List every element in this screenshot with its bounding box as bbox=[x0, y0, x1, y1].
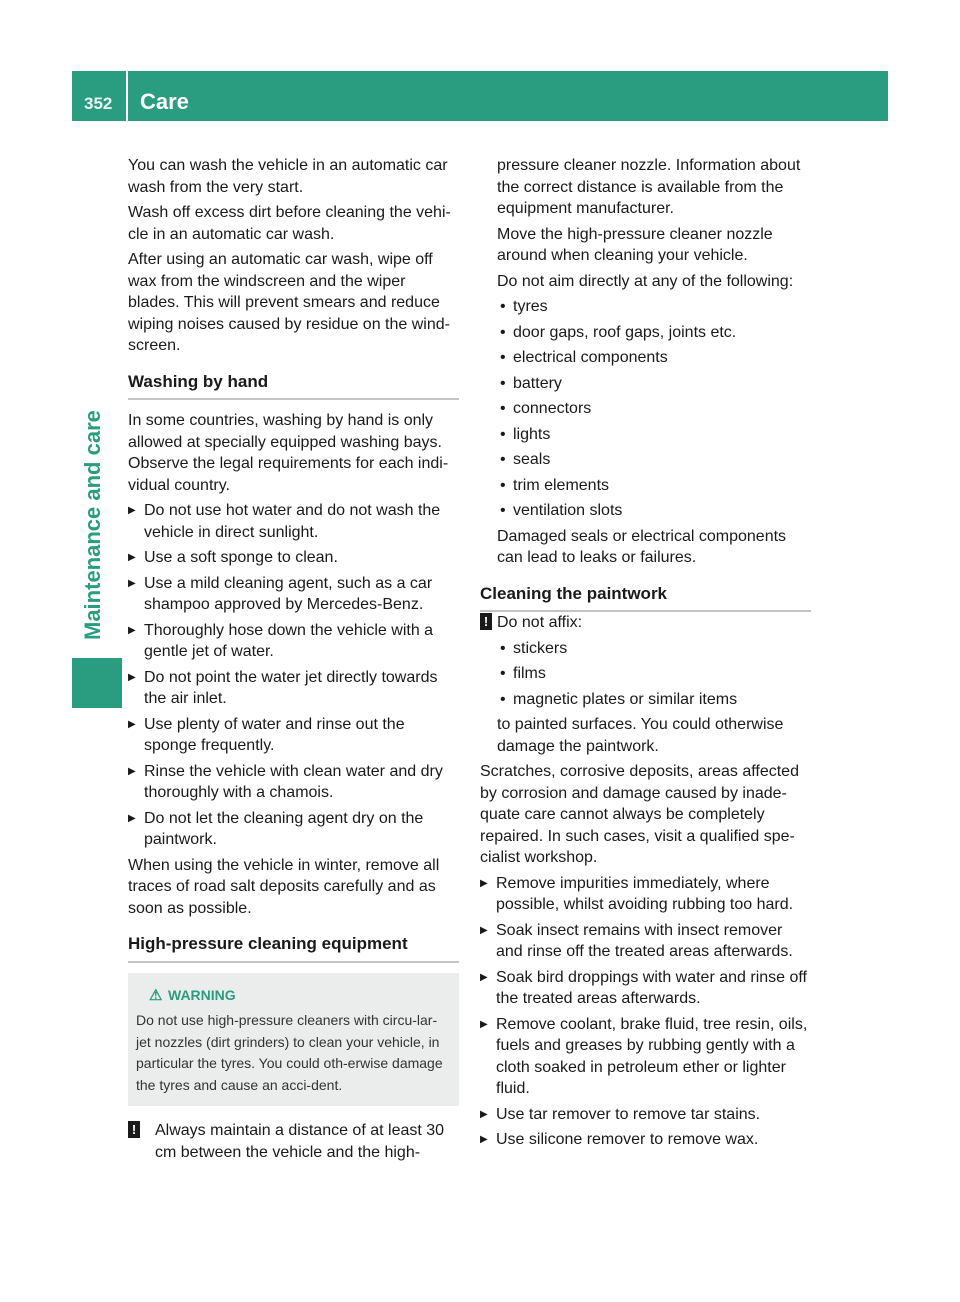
header-bar bbox=[72, 71, 888, 121]
header-divider bbox=[126, 71, 128, 121]
warning-title: WARNING bbox=[168, 986, 236, 1003]
instruction-step: ▶ Use plenty of water and rinse out the sponge frequently. bbox=[128, 714, 459, 757]
warning-header bbox=[136, 985, 451, 1007]
paragraph: Wash off excess dirt before cleaning the vehi-cle in an automatic car wash. bbox=[128, 204, 451, 243]
chapter-marker bbox=[72, 658, 122, 708]
instruction-step: ▶ Thoroughly hose down the vehicle with a gentle jet of water. bbox=[128, 620, 459, 663]
paragraph: Move the high-pressure cleaner nozzle around when cleaning your vehicle. bbox=[497, 225, 773, 264]
list-item: • door gaps, roof gaps, joints etc. bbox=[497, 322, 811, 344]
instruction-step: ▶ Use a mild cleaning agent, such as a car shampoo approved by Mercedes-Benz. bbox=[128, 573, 459, 616]
instruction-step: ▶ Soak bird droppings with water and rinse off the treated areas afterwards. bbox=[480, 967, 811, 1010]
list-item: • seals bbox=[497, 449, 811, 471]
list-item: • battery bbox=[497, 373, 811, 395]
heading-washing-by-hand: Washing by hand bbox=[128, 371, 459, 401]
left-column bbox=[128, 155, 459, 1167]
list-item: • connectors bbox=[497, 398, 811, 420]
warning-triangle-icon: ⚠ bbox=[149, 986, 163, 1004]
section-title: Care bbox=[140, 89, 189, 114]
chapter-label: Maintenance and care bbox=[80, 410, 105, 640]
paragraph: When using the vehicle in winter, remove all traces of road salt deposits carefully and as soon as possible. bbox=[128, 856, 440, 917]
instruction-step: ▶ Remove impurities immediately, where possible, whilst avoiding rubbing too hard. bbox=[480, 873, 811, 916]
paragraph: You can wash the vehicle in an automatic car wash from the very start. bbox=[128, 157, 448, 196]
right-column bbox=[480, 155, 811, 1155]
list-item: • films bbox=[497, 663, 811, 685]
paragraph: Scratches, corrosive deposits, areas affected by corrosion and damage caused by inade-quate care cannot always be completely repaired. In such cases, visit a qualified spe-cialist workshop. bbox=[480, 763, 799, 866]
instruction-step: ▶ Do not use hot water and do not wash the vehicle in direct sunlight. bbox=[128, 500, 459, 543]
warning-text: Do not use high-pressure cleaners with circu-lar-jet nozzles (dirt grinders) to clean your vehicle, in particular the tyres. You could oth-erwise damage the tyres and cause an acci-dent. bbox=[136, 1012, 443, 1093]
exclamation-icon: ! bbox=[128, 1121, 140, 1138]
instruction-step: ▶ Use silicone remover to remove wax. bbox=[480, 1129, 811, 1151]
instruction-step: ▶ Do not point the water jet directly towards the air inlet. bbox=[128, 667, 459, 710]
instruction-step: ▶ Soak insect remains with insect remover and rinse off the treated areas afterwards. bbox=[480, 920, 811, 963]
paragraph: Damaged seals or electrical components can lead to leaks or failures. bbox=[497, 527, 787, 566]
exclamation-icon: ! bbox=[480, 613, 492, 630]
list-item: • tyres bbox=[497, 296, 811, 318]
paragraph: to painted surfaces. You could otherwise damage the paintwork. bbox=[497, 716, 784, 755]
paragraph: Do not aim directly at any of the following: bbox=[497, 272, 794, 290]
list-item: • electrical components bbox=[497, 347, 811, 369]
instruction-step: ▶ Rinse the vehicle with clean water and dry thoroughly with a chamois. bbox=[128, 761, 459, 804]
list-item: • magnetic plates or similar items bbox=[497, 689, 811, 711]
warning-box bbox=[128, 973, 459, 1107]
list-item: • trim elements bbox=[497, 475, 811, 497]
heading-cleaning-paintwork: Cleaning the paintwork bbox=[480, 583, 811, 613]
paragraph: In some countries, washing by hand is only allowed at specially equipped washing bays. Observe the legal requirements for each indi-vidual country. bbox=[128, 412, 449, 494]
notice-text: Always maintain a distance of at least 30 cm between the vehicle and the high- bbox=[155, 1122, 445, 1161]
page-number: 352 bbox=[84, 94, 113, 113]
instruction-step: ▶ Do not let the cleaning agent dry on the paintwork. bbox=[128, 808, 459, 851]
paragraph: After using an automatic car wash, wipe off wax from the windscreen and the wiper blades. This will prevent smears and reduce wiping noises caused by residue on the wind-screen. bbox=[128, 251, 450, 354]
instruction-step: ▶ Use tar remover to remove tar stains. bbox=[480, 1104, 811, 1126]
instruction-step: ▶ Remove coolant, brake fluid, tree resin, oils, fuels and greases by rubbing gently with a cloth soaked in petroleum ether or lighter fluid. bbox=[480, 1014, 811, 1100]
instruction-step: ▶ Use a soft sponge to clean. bbox=[128, 547, 459, 569]
list-item: • stickers bbox=[497, 638, 811, 660]
notice bbox=[128, 1120, 459, 1163]
heading-high-pressure: High-pressure cleaning equipment bbox=[128, 933, 459, 963]
paragraph: pressure cleaner nozzle. Information about the correct distance is available from the equipment manufacturer. bbox=[497, 157, 801, 217]
notice-text: Do not affix: bbox=[497, 614, 583, 631]
list-item: • lights bbox=[497, 424, 811, 446]
notice bbox=[480, 612, 811, 634]
list-item: • ventilation slots bbox=[497, 500, 811, 522]
